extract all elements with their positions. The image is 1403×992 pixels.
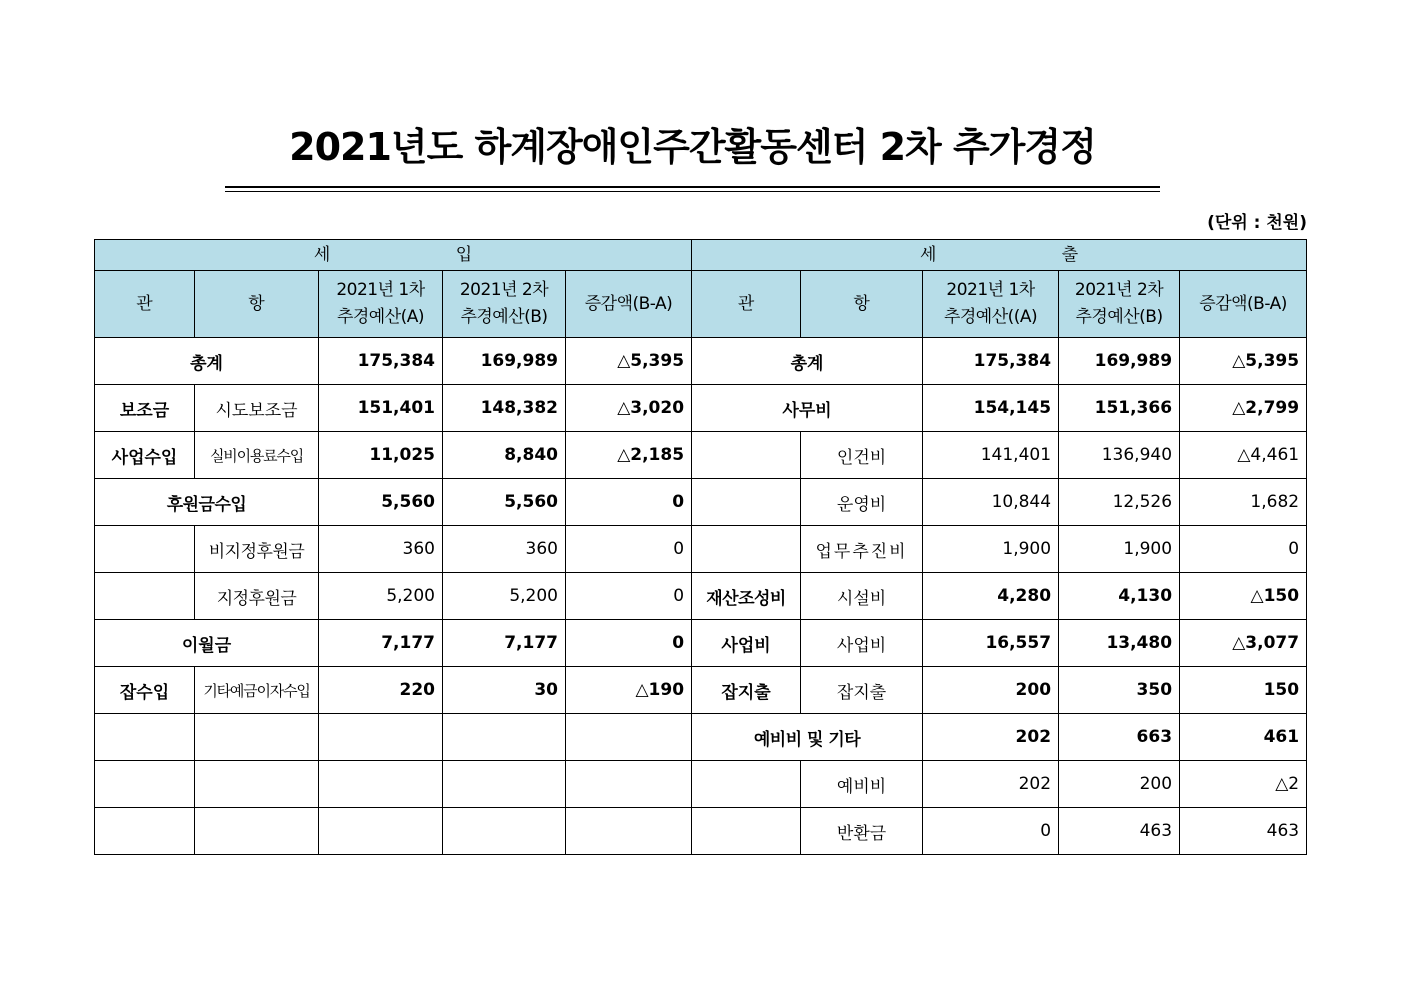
revenue-diff-header: 증감액(B-A) — [566, 271, 692, 338]
unit-label: (단위 : 천원) — [1207, 213, 1307, 233]
expense-amount-b: 463 — [1059, 808, 1180, 855]
expense-hang: 사업비 — [801, 620, 923, 667]
expense-hang-header: 항 — [801, 271, 923, 338]
empty-cell — [566, 761, 692, 808]
expense-amount-b: 136,940 — [1059, 432, 1180, 479]
expense-amount-b: 13,480 — [1059, 620, 1180, 667]
expense-gwan — [692, 761, 801, 808]
revenue-diff: △5,395 — [566, 338, 692, 385]
expense-amount-a: 4,280 — [923, 573, 1059, 620]
revenue-diff: △2,185 — [566, 432, 692, 479]
header-line: 추경예산(B) — [1075, 307, 1163, 327]
revenue-amount-b: 360 — [443, 526, 566, 573]
expense-hang: 반환금 — [801, 808, 923, 855]
revenue-amount-b: 30 — [443, 667, 566, 714]
revenue-hang: 비지정후원금 — [195, 526, 319, 573]
header-line: 2021년 1차 — [946, 280, 1035, 300]
expense-diff: △2 — [1180, 761, 1307, 808]
expense-section-header: 세 출 — [692, 240, 1307, 271]
table-row — [95, 432, 1307, 479]
expense-amount-a: 175,384 — [923, 338, 1059, 385]
revenue-amount-a: 5,200 — [319, 573, 443, 620]
expense-amount-b: 12,526 — [1059, 479, 1180, 526]
expense-hang: 예비비 — [801, 761, 923, 808]
revenue-amount-a: 5,560 — [319, 479, 443, 526]
expense-gwan: 잡지출 — [692, 667, 801, 714]
expense-diff: 463 — [1180, 808, 1307, 855]
expense-diff: 150 — [1180, 667, 1307, 714]
expense-gwan — [692, 526, 801, 573]
revenue-amount-b: 5,560 — [443, 479, 566, 526]
revenue-gwan: 후원금수입 — [95, 479, 319, 526]
empty-cell — [566, 714, 692, 761]
revenue-diff: 0 — [566, 620, 692, 667]
expense-diff-header: 증감액(B-A) — [1180, 271, 1307, 338]
expense-amount-a: 202 — [923, 761, 1059, 808]
table-row — [95, 526, 1307, 573]
expense-amount-b: 350 — [1059, 667, 1180, 714]
expense-second-budget-header — [1059, 271, 1180, 338]
header-line: 추경예산(A) — [336, 307, 425, 327]
expense-first-budget-header — [923, 271, 1059, 338]
expense-amount-a: 1,900 — [923, 526, 1059, 573]
expense-diff: 0 — [1180, 526, 1307, 573]
revenue-gwan: 잡수입 — [95, 667, 195, 714]
expense-gwan: 예비비 및 기타 — [692, 714, 923, 761]
expense-gwan: 사무비 — [692, 385, 923, 432]
table-row — [95, 620, 1307, 667]
expense-diff: 1,682 — [1180, 479, 1307, 526]
table-row — [95, 808, 1307, 855]
revenue-gwan: 사업수입 — [95, 432, 195, 479]
revenue-amount-a: 11,025 — [319, 432, 443, 479]
expense-amount-b: 1,900 — [1059, 526, 1180, 573]
header-line: 2021년 2차 — [1074, 280, 1164, 300]
revenue-hang: 실비이용료수입 — [195, 432, 319, 479]
expense-diff: △5,395 — [1180, 338, 1307, 385]
revenue-amount-a: 220 — [319, 667, 443, 714]
expense-hang: 잡지출 — [801, 667, 923, 714]
empty-cell — [319, 714, 443, 761]
empty-cell — [195, 714, 319, 761]
revenue-amount-a: 175,384 — [319, 338, 443, 385]
expense-gwan — [692, 479, 801, 526]
revenue-amount-b: 148,382 — [443, 385, 566, 432]
table-row — [95, 714, 1307, 761]
revenue-gwan: 총계 — [95, 338, 319, 385]
expense-amount-a: 200 — [923, 667, 1059, 714]
budget-table — [94, 239, 1307, 855]
revenue-amount-a: 7,177 — [319, 620, 443, 667]
revenue-first-budget-header — [319, 271, 443, 338]
revenue-section-header: 세 입 — [95, 240, 692, 271]
page-title: 2021년도 하계장애인주간활동센터 2차 추가경정 — [289, 125, 1096, 169]
expense-gwan — [692, 432, 801, 479]
title-underline-thin — [225, 191, 1160, 192]
empty-cell — [95, 761, 195, 808]
table-row — [95, 761, 1307, 808]
revenue-gwan — [95, 573, 195, 620]
revenue-diff: 0 — [566, 526, 692, 573]
expense-gwan — [692, 808, 801, 855]
expense-diff: △2,799 — [1180, 385, 1307, 432]
header-line: 추경예산(B) — [460, 307, 548, 327]
expense-diff: △4,461 — [1180, 432, 1307, 479]
revenue-gwan: 보조금 — [95, 385, 195, 432]
revenue-diff: 0 — [566, 479, 692, 526]
empty-cell — [319, 808, 443, 855]
table-row — [95, 338, 1307, 385]
expense-amount-b: 200 — [1059, 761, 1180, 808]
expense-hang: 인건비 — [801, 432, 923, 479]
table-row — [95, 479, 1307, 526]
revenue-amount-a: 360 — [319, 526, 443, 573]
empty-cell — [195, 808, 319, 855]
revenue-gwan — [95, 526, 195, 573]
empty-cell — [566, 808, 692, 855]
empty-cell — [443, 714, 566, 761]
expense-gwan-header: 관 — [692, 271, 801, 338]
revenue-diff: 0 — [566, 573, 692, 620]
expense-amount-b: 663 — [1059, 714, 1180, 761]
revenue-second-budget-header — [443, 271, 566, 338]
expense-gwan: 총계 — [692, 338, 923, 385]
empty-cell — [95, 714, 195, 761]
expense-amount-a: 0 — [923, 808, 1059, 855]
expense-amount-a: 202 — [923, 714, 1059, 761]
title-underline — [225, 186, 1160, 188]
empty-cell — [443, 808, 566, 855]
revenue-amount-b: 5,200 — [443, 573, 566, 620]
table-row — [95, 385, 1307, 432]
expense-amount-b: 4,130 — [1059, 573, 1180, 620]
revenue-hang: 시도보조금 — [195, 385, 319, 432]
expense-amount-b: 169,989 — [1059, 338, 1180, 385]
revenue-hang: 기타예금이자수입 — [195, 667, 319, 714]
expense-gwan: 사업비 — [692, 620, 801, 667]
revenue-amount-b: 8,840 — [443, 432, 566, 479]
expense-hang: 업무추진비 — [801, 526, 923, 573]
revenue-gwan: 이월금 — [95, 620, 319, 667]
expense-amount-a: 10,844 — [923, 479, 1059, 526]
empty-cell — [443, 761, 566, 808]
revenue-amount-b: 7,177 — [443, 620, 566, 667]
header-line: 2021년 2차 — [459, 280, 549, 300]
expense-diff: △150 — [1180, 573, 1307, 620]
revenue-hang: 지정후원금 — [195, 573, 319, 620]
expense-gwan: 재산조성비 — [692, 573, 801, 620]
revenue-amount-a: 151,401 — [319, 385, 443, 432]
revenue-gwan-header: 관 — [95, 271, 195, 338]
expense-amount-a: 141,401 — [923, 432, 1059, 479]
expense-hang: 운영비 — [801, 479, 923, 526]
empty-cell — [319, 761, 443, 808]
empty-cell — [95, 808, 195, 855]
revenue-hang-header: 항 — [195, 271, 319, 338]
expense-diff: 461 — [1180, 714, 1307, 761]
expense-amount-b: 151,366 — [1059, 385, 1180, 432]
header-line: 추경예산((A) — [943, 307, 1038, 327]
expense-amount-a: 16,557 — [923, 620, 1059, 667]
revenue-diff: △190 — [566, 667, 692, 714]
revenue-diff: △3,020 — [566, 385, 692, 432]
table-row — [95, 667, 1307, 714]
expense-amount-a: 154,145 — [923, 385, 1059, 432]
revenue-amount-b: 169,989 — [443, 338, 566, 385]
expense-diff: △3,077 — [1180, 620, 1307, 667]
expense-hang: 시설비 — [801, 573, 923, 620]
table-row — [95, 573, 1307, 620]
empty-cell — [195, 761, 319, 808]
header-line: 2021년 1차 — [336, 280, 425, 300]
